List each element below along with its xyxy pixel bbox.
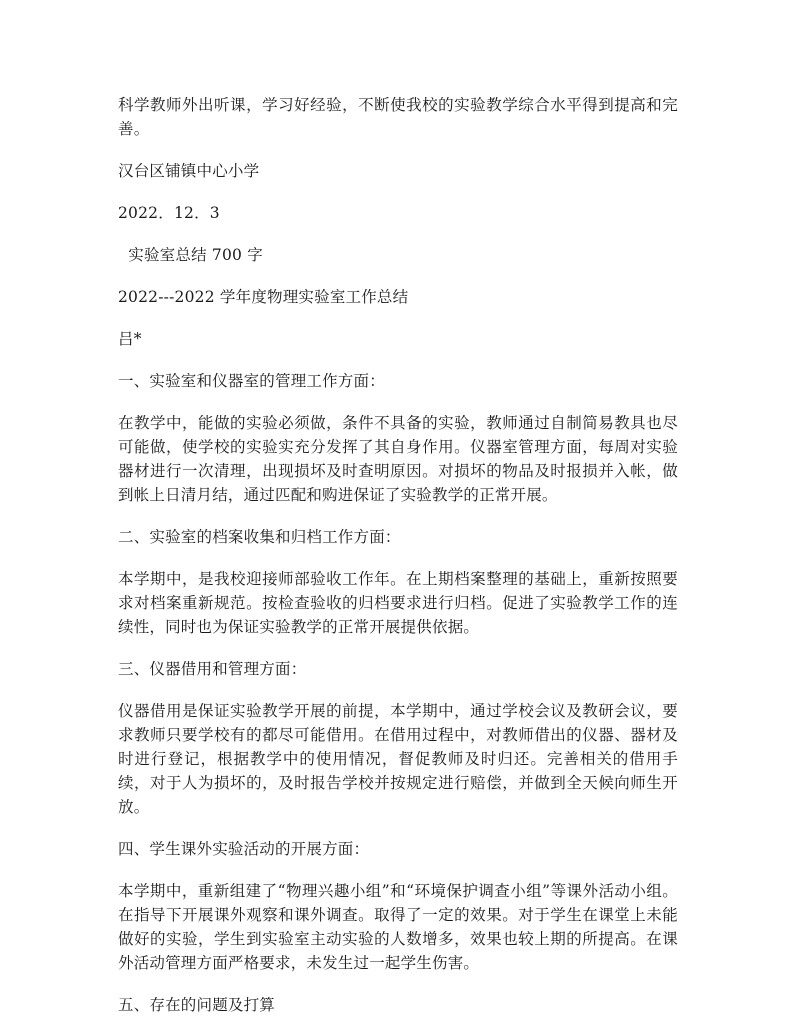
intro-continuation-paragraph: 科学教师外出听课，学习好经验，不断使我校的实验教学综合水平得到提高和完善。 bbox=[118, 96, 678, 138]
section-4-body: 本学期中，重新组建了“物理兴趣小组”和“环境保护调查小组”等课外活动小组。在指导下开展课外观察和课外调查。取得了一定的效果。对于学生在课堂上未能做好的实验，学生到实验室主动实验的人数增多，效果也较上期的所提高。在课外活动管理方面严格要求，未发生过一起学生伤害。 bbox=[118, 882, 678, 972]
section-5-heading: 五、存在的问题及打算 bbox=[118, 996, 276, 1014]
author: 吕* bbox=[118, 330, 142, 348]
section-3-body: 仪器借用是保证实验教学开展的前提，本学期中，通过学校会议及教研会议，要求教师只要学校有的都尽可能借用。在借用过程中，对教师借出的仪器、器材及时进行登记，根据教学中的使用情况，督促教师及时归还。完善相关的借用手续，对于人为损坏的，及时报告学校并按规定进行赔偿，并做到全天候向师生开放。 bbox=[118, 702, 678, 816]
date: 2022．12．3 bbox=[118, 204, 220, 222]
section-3-heading: 三、仪器借用和管理方面： bbox=[118, 660, 307, 678]
section-4-heading: 四、学生课外实验活动的开展方面： bbox=[118, 840, 370, 858]
report-title: 2022---2022 学年度物理实验室工作总结 bbox=[118, 288, 409, 306]
document-page bbox=[118, 93, 678, 1035]
section-1-body: 在教学中，能做的实验必须做，条件不具备的实验，教师通过自制简易教具也尽可能做，使学校的实验实充分发挥了其自身作用。仪器室管理方面，每周对实验器材进行一次清理，出现损坏及时查明原因。对损坏的物品及时报损并入帐，做到帐上日清月结，通过匹配和购进保证了实验教学的正常开展。 bbox=[118, 414, 678, 504]
section-2-heading: 二、实验室的档案收集和归档工作方面： bbox=[118, 528, 401, 546]
school-name: 汉台区铺镇中心小学 bbox=[118, 162, 260, 180]
section-1-heading: 一、实验室和仪器室的管理工作方面： bbox=[118, 372, 385, 390]
section-2-body: 本学期中，是我校迎接师部验收工作年。在上期档案整理的基础上，重新按照要求对档案重新规范。按检查验收的归档要求进行归档。促进了实验教学工作的连续性，同时也为保证实验教学的正常开展提供依据。 bbox=[118, 570, 678, 636]
article-title: 实验室总结 700 字 bbox=[118, 246, 263, 264]
